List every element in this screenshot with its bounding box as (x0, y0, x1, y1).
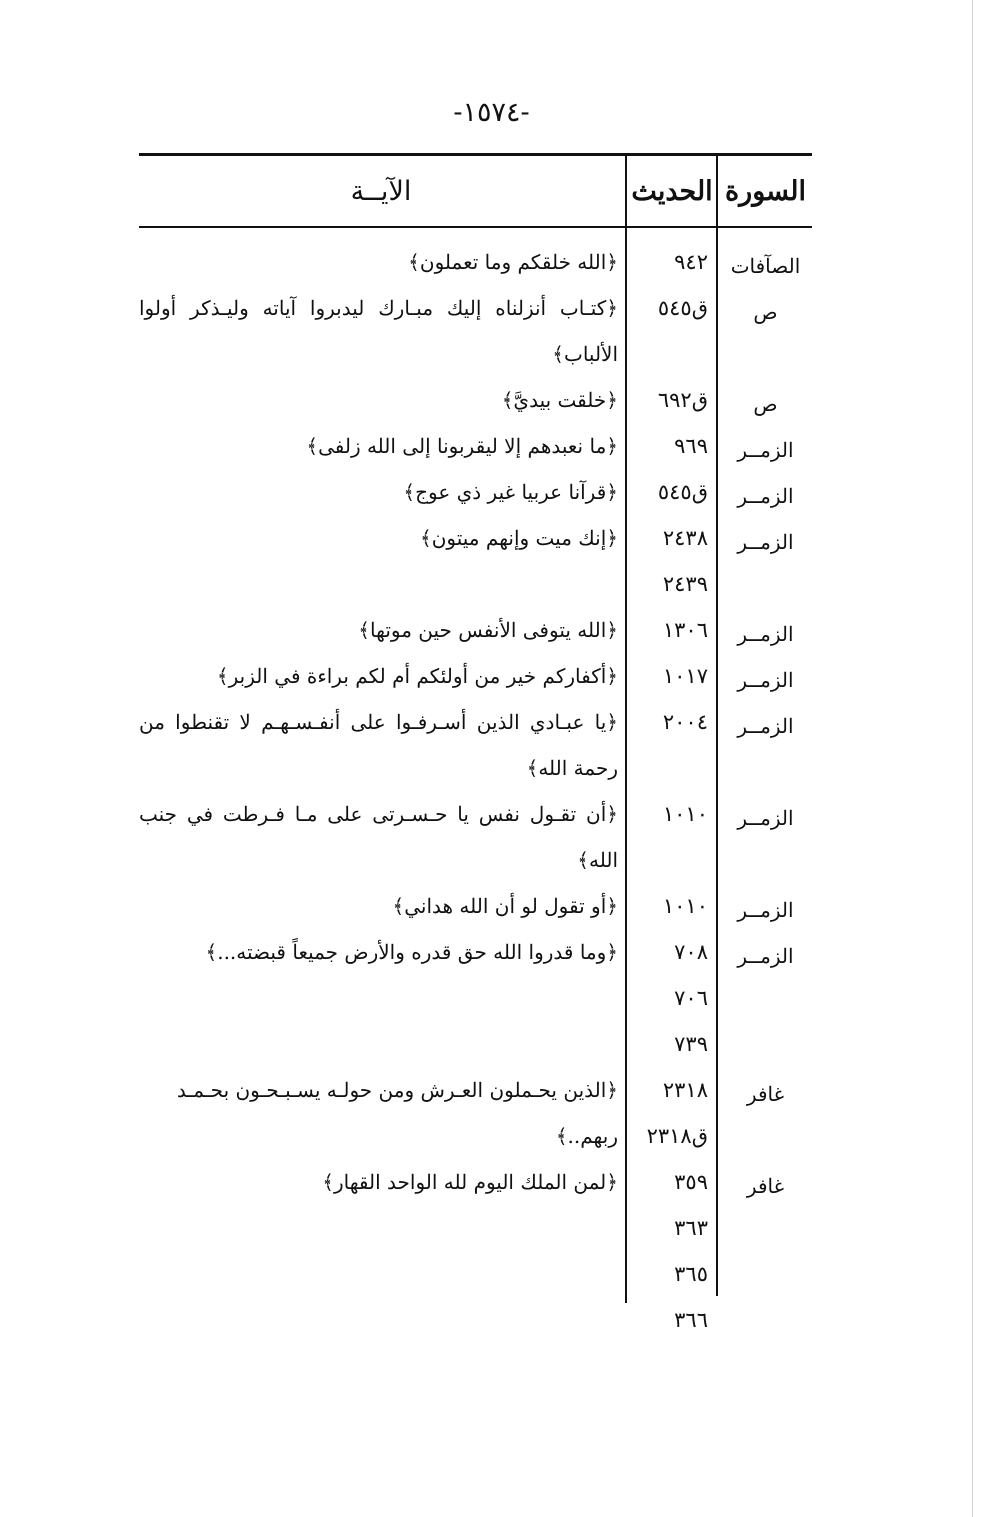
hadith-number-cell: ١٠١٧ (662, 664, 708, 688)
table-row (139, 561, 812, 607)
ayah-cell: ﴿أكفاركم خير من أولئكم أم لكم براءة في الزبر﴾ (216, 664, 618, 688)
table-row (139, 469, 812, 515)
hadith-number-cell: ٣٦٥ (674, 1262, 708, 1286)
hadith-number-cell: ١٣٠٦ (662, 618, 708, 642)
hadith-number-cell: ١٠١٠ (662, 802, 708, 826)
table-row (139, 883, 812, 929)
surah-cell: ص (753, 392, 778, 416)
hadith-number-cell: ٢٠٠٤ (662, 710, 708, 734)
surah-cell: الزمــر (737, 714, 794, 738)
surah-cell (719, 1021, 812, 1025)
hadith-number-cell: ق٥٤٥ (657, 296, 708, 320)
ayah-cell: ﴿الله يتوفى الأنفس حين موتها﴾ (358, 618, 618, 642)
table-top-rule (139, 153, 812, 156)
surah-cell: الزمــر (737, 898, 794, 922)
ayah-cell: ﴿قرآنا عربيا غير ذي عوج﴾ (403, 480, 618, 504)
hadith-number-cell: ق٥٤٥ (657, 480, 708, 504)
surah-cell: غافر (746, 1082, 785, 1106)
ayah-cell: ﴿أن تقـول نفس يا حـسـرتى على مـا فـرطت في جنب الله﴾ (139, 802, 618, 872)
table-row (139, 1159, 812, 1205)
surah-cell: الصآفات (730, 254, 801, 278)
hadith-number-cell: ٧٠٨ (674, 940, 708, 964)
table-row (139, 929, 812, 975)
page-edge-line (972, 0, 973, 1517)
ayah-cell: ﴿الله خلقكم وما تعملون﴾ (408, 250, 618, 274)
page-number: -١٥٧٤- (453, 97, 530, 128)
surah-cell (719, 1205, 812, 1209)
table-header-rule (139, 226, 812, 228)
hadith-number-cell: ٧٠٦ (674, 986, 708, 1010)
surah-cell: الزمــر (737, 668, 794, 692)
ayah-cell: ﴿كتـاب أنزلناه إليك مبـارك ليدبروا آياته وليـذكر أولوا الألباب﴾ (139, 296, 618, 366)
table-row (139, 423, 812, 469)
table-row (139, 975, 812, 1021)
hadith-number-cell: ٧٣٩ (674, 1032, 708, 1056)
ayah-cell: ﴿يا عبـادي الذين أسـرفـوا على أنفـسـهـم لا تقنطوا من رحمة الله﴾ (139, 710, 618, 780)
surah-cell: غافر (746, 1174, 785, 1198)
surah-cell: الزمــر (737, 622, 794, 646)
ayah-cell: ﴿لمن الملك اليوم لله الواحد القهار﴾ (322, 1170, 618, 1194)
surah-cell (719, 1113, 812, 1117)
table-row (139, 285, 812, 377)
hadith-number-cell: ٩٤٢ (674, 250, 708, 274)
surah-cell (719, 1251, 812, 1255)
table-row (139, 377, 812, 423)
surah-cell: الزمــر (737, 806, 794, 830)
table-row (139, 653, 812, 699)
hadith-number-cell: ٢٤٣٨ (662, 526, 708, 550)
surah-cell: ص (753, 300, 778, 324)
surah-cell: الزمــر (737, 438, 794, 462)
header-hadith: الحديث (631, 176, 713, 207)
surah-cell (719, 1297, 812, 1301)
table-row (139, 239, 812, 285)
table-row (139, 1113, 812, 1159)
table-body (139, 239, 812, 1343)
table-row (139, 1021, 812, 1067)
ayah-cell: ﴿إنك ميت وإنهم ميتون﴾ (420, 526, 618, 550)
hadith-number-cell: ٩٦٩ (674, 434, 708, 458)
verse-index-table (139, 153, 812, 1332)
hadith-number-cell: ٣٥٩ (674, 1170, 708, 1194)
surah-cell (719, 975, 812, 979)
table-row (139, 1067, 812, 1113)
table-row (139, 1251, 812, 1297)
table-row (139, 1205, 812, 1251)
ayah-cell: ﴿ما نعبدهم إلا ليقربونا إلى الله زلفى﴾ (306, 434, 618, 458)
header-ayah: الآيــة (350, 176, 412, 207)
hadith-number-cell: ٣٦٦ (674, 1308, 708, 1332)
ayah-cell: ﴿وما قدروا الله حق قدره والأرض جميعاً قبضته...﴾ (205, 940, 618, 964)
ayah-cell: ﴿خلقت بيديَّ﴾ (501, 388, 618, 412)
ayah-cell: ﴿أو تقول لو أن الله هداني﴾ (392, 894, 618, 918)
table-row (139, 791, 812, 883)
table-row (139, 515, 812, 561)
surah-cell: الزمــر (737, 484, 794, 508)
hadith-number-cell: ٢٤٣٩ (662, 572, 708, 596)
table-row (139, 1297, 812, 1343)
header-surah: السورة (725, 176, 806, 207)
ayah-cell: ﴿الذين يحـملون العـرش ومن حولـه يسـبـحـون بحـمـد (176, 1078, 618, 1102)
surah-cell: الزمــر (737, 530, 794, 554)
table-row (139, 699, 812, 791)
hadith-number-cell: ٢٣١٨ (662, 1078, 708, 1102)
hadith-number-cell: ١٠١٠ (662, 894, 708, 918)
hadith-number-cell: ق٦٩٢ (657, 388, 708, 412)
surah-cell: الزمــر (737, 944, 794, 968)
hadith-number-cell: ق٢٣١٨ (646, 1124, 708, 1148)
ayah-cell: ربهم..﴾ (555, 1124, 618, 1148)
hadith-number-cell: ٣٦٣ (674, 1216, 708, 1240)
surah-cell (719, 561, 812, 565)
table-row (139, 607, 812, 653)
